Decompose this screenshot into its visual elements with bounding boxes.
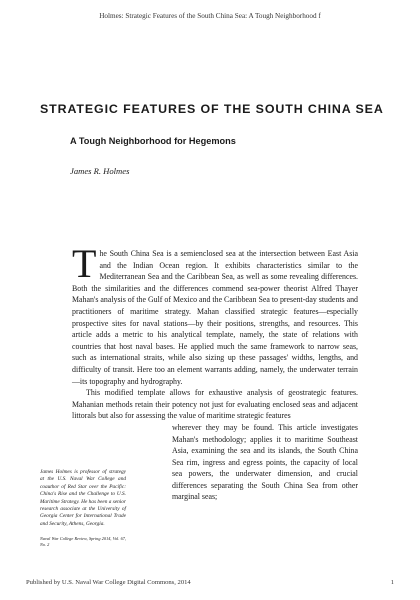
author-bio: James Holmes is professor of strategy at the U.S. Naval War College and coauthor of Red Star over the Pacific: China's Rise and the Challenge to U.S. Maritime Strategy. He has been a senior research associate at the University of Georgia Center for International Trade and Security, Athens, Georgia.	[40, 469, 126, 527]
article-subtitle: A Tough Neighborhood for Hegemons	[70, 136, 236, 146]
journal-citation: Naval War College Review, Spring 2014, Vol. 67, No. 2	[40, 536, 126, 548]
author-sidebar	[40, 469, 126, 548]
body-paragraph-2-narrow: wherever they may be found. This article investigates Mahan's methodology; applies it to maritime Southeast Asia, examining the sea and its islands, the South China Sea rim, ingress and egress points, the capacity of local sea powers, the underwater dimension, and crucial differences separating the South China Sea from other marginal seas;	[172, 422, 358, 502]
body-paragraph-2	[72, 387, 358, 422]
page-number: 1	[390, 579, 394, 586]
body-paragraph-1	[72, 241, 358, 387]
footer-publisher: Published by U.S. Naval War College Digital Commons, 2014	[26, 579, 191, 586]
drop-cap: T	[72, 241, 97, 286]
article-author: James R. Holmes	[70, 166, 130, 176]
article-title: STRATEGIC FEATURES OF THE SOUTH CHINA SEA	[40, 102, 384, 116]
article-body	[72, 241, 358, 503]
body-paragraph-2-wide: This modified template allows for exhaustive analysis of geostrategic features. Mahanian methods retain their potency not just for evaluating enclosed seas and adjacent littorals but also for assessing the value of maritime strategic features	[72, 388, 358, 421]
body-paragraph-1-text: he South China Sea is a semienclosed sea at the intersection between East Asia and the Indian Ocean region. It exhibits characteristics similar to the Mediterranean Sea and the Caribbean Sea, as well as some revealing differences. Both the similarities and the differences commend sea-power theorist Alfred Thayer Mahan's analysis of the Gulf of Mexico and the Caribbean Sea to present-day students and practitioners of maritime strategy. Mahan classified strategic features—especially prospective sites for naval stations—by their positions, strengths, and resources. This article adds a metric to his analytical template, namely, the state of relations with countries that host naval bases. He applied much the same framework to narrow seas, such as international straits, while also sizing up these passages' widths, lengths, and difficulty of transit. Here too an element warrants adding, namely, the underwater terrain—its topography and hydrography.	[72, 249, 358, 386]
running-head: Holmes: Strategic Features of the South China Sea: A Tough Neighborhood f	[99, 12, 321, 20]
